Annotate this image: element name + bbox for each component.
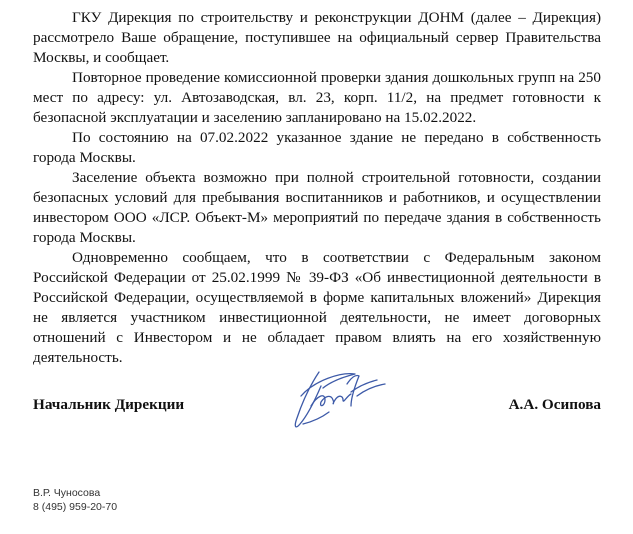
signer-title: Начальник Дирекции [33,396,185,413]
letter-body [33,8,601,368]
paragraph-intro: ГКУ Дирекция по строительству и реконструкции ДОНМ (далее – Дирекция) рассмотрело Ваше обращение, поступившее на официальный сервер Правительства Москвы, и сообщает. [33,9,601,66]
paragraph-legal: Одновременно сообщаем, что в соответствии с Федеральным законом Российской Федерации от 25.02.1999 № 39-ФЗ «Об инвестиционной деятельности в Российской Федерации, осуществляемой в форме капитальных вложений» Дирекция не является участником инвестиционной деятельности, не имеет договорных отношений с Инвестором и не обладает правом влиять на его хозяйственную деятельность. [33,249,601,366]
handwritten-signature [281,366,393,432]
paragraph-occupancy: Заселение объекта возможно при полной строительной готовности, создании безопасных условий для пребывания воспитанников и работников, и осуществлении инвестором ООО «ЛСР. Объект-М» мероприятий по передаче здания в собственность города Москвы. [33,169,601,246]
executor-name: В.Р. Чуносова [33,487,101,499]
signature-block [33,382,601,442]
executor-info [33,486,117,514]
paragraph-inspection: Повторное проведение комиссионной проверки здания дошкольных групп на 250 мест по адресу: ул. Автозаводская, вл. 23, корп. 11/2, на предмет готовности к безопасной эксплуатации и заселению запланировано на 15.02.2022. [33,69,601,126]
signer-name: А.А. Осипова [508,396,601,413]
paragraph-ownership: По состоянию на 07.02.2022 указанное здание не передано в собственность города Москвы. [33,129,601,166]
executor-phone: 8 (495) 959-20-70 [33,501,118,513]
